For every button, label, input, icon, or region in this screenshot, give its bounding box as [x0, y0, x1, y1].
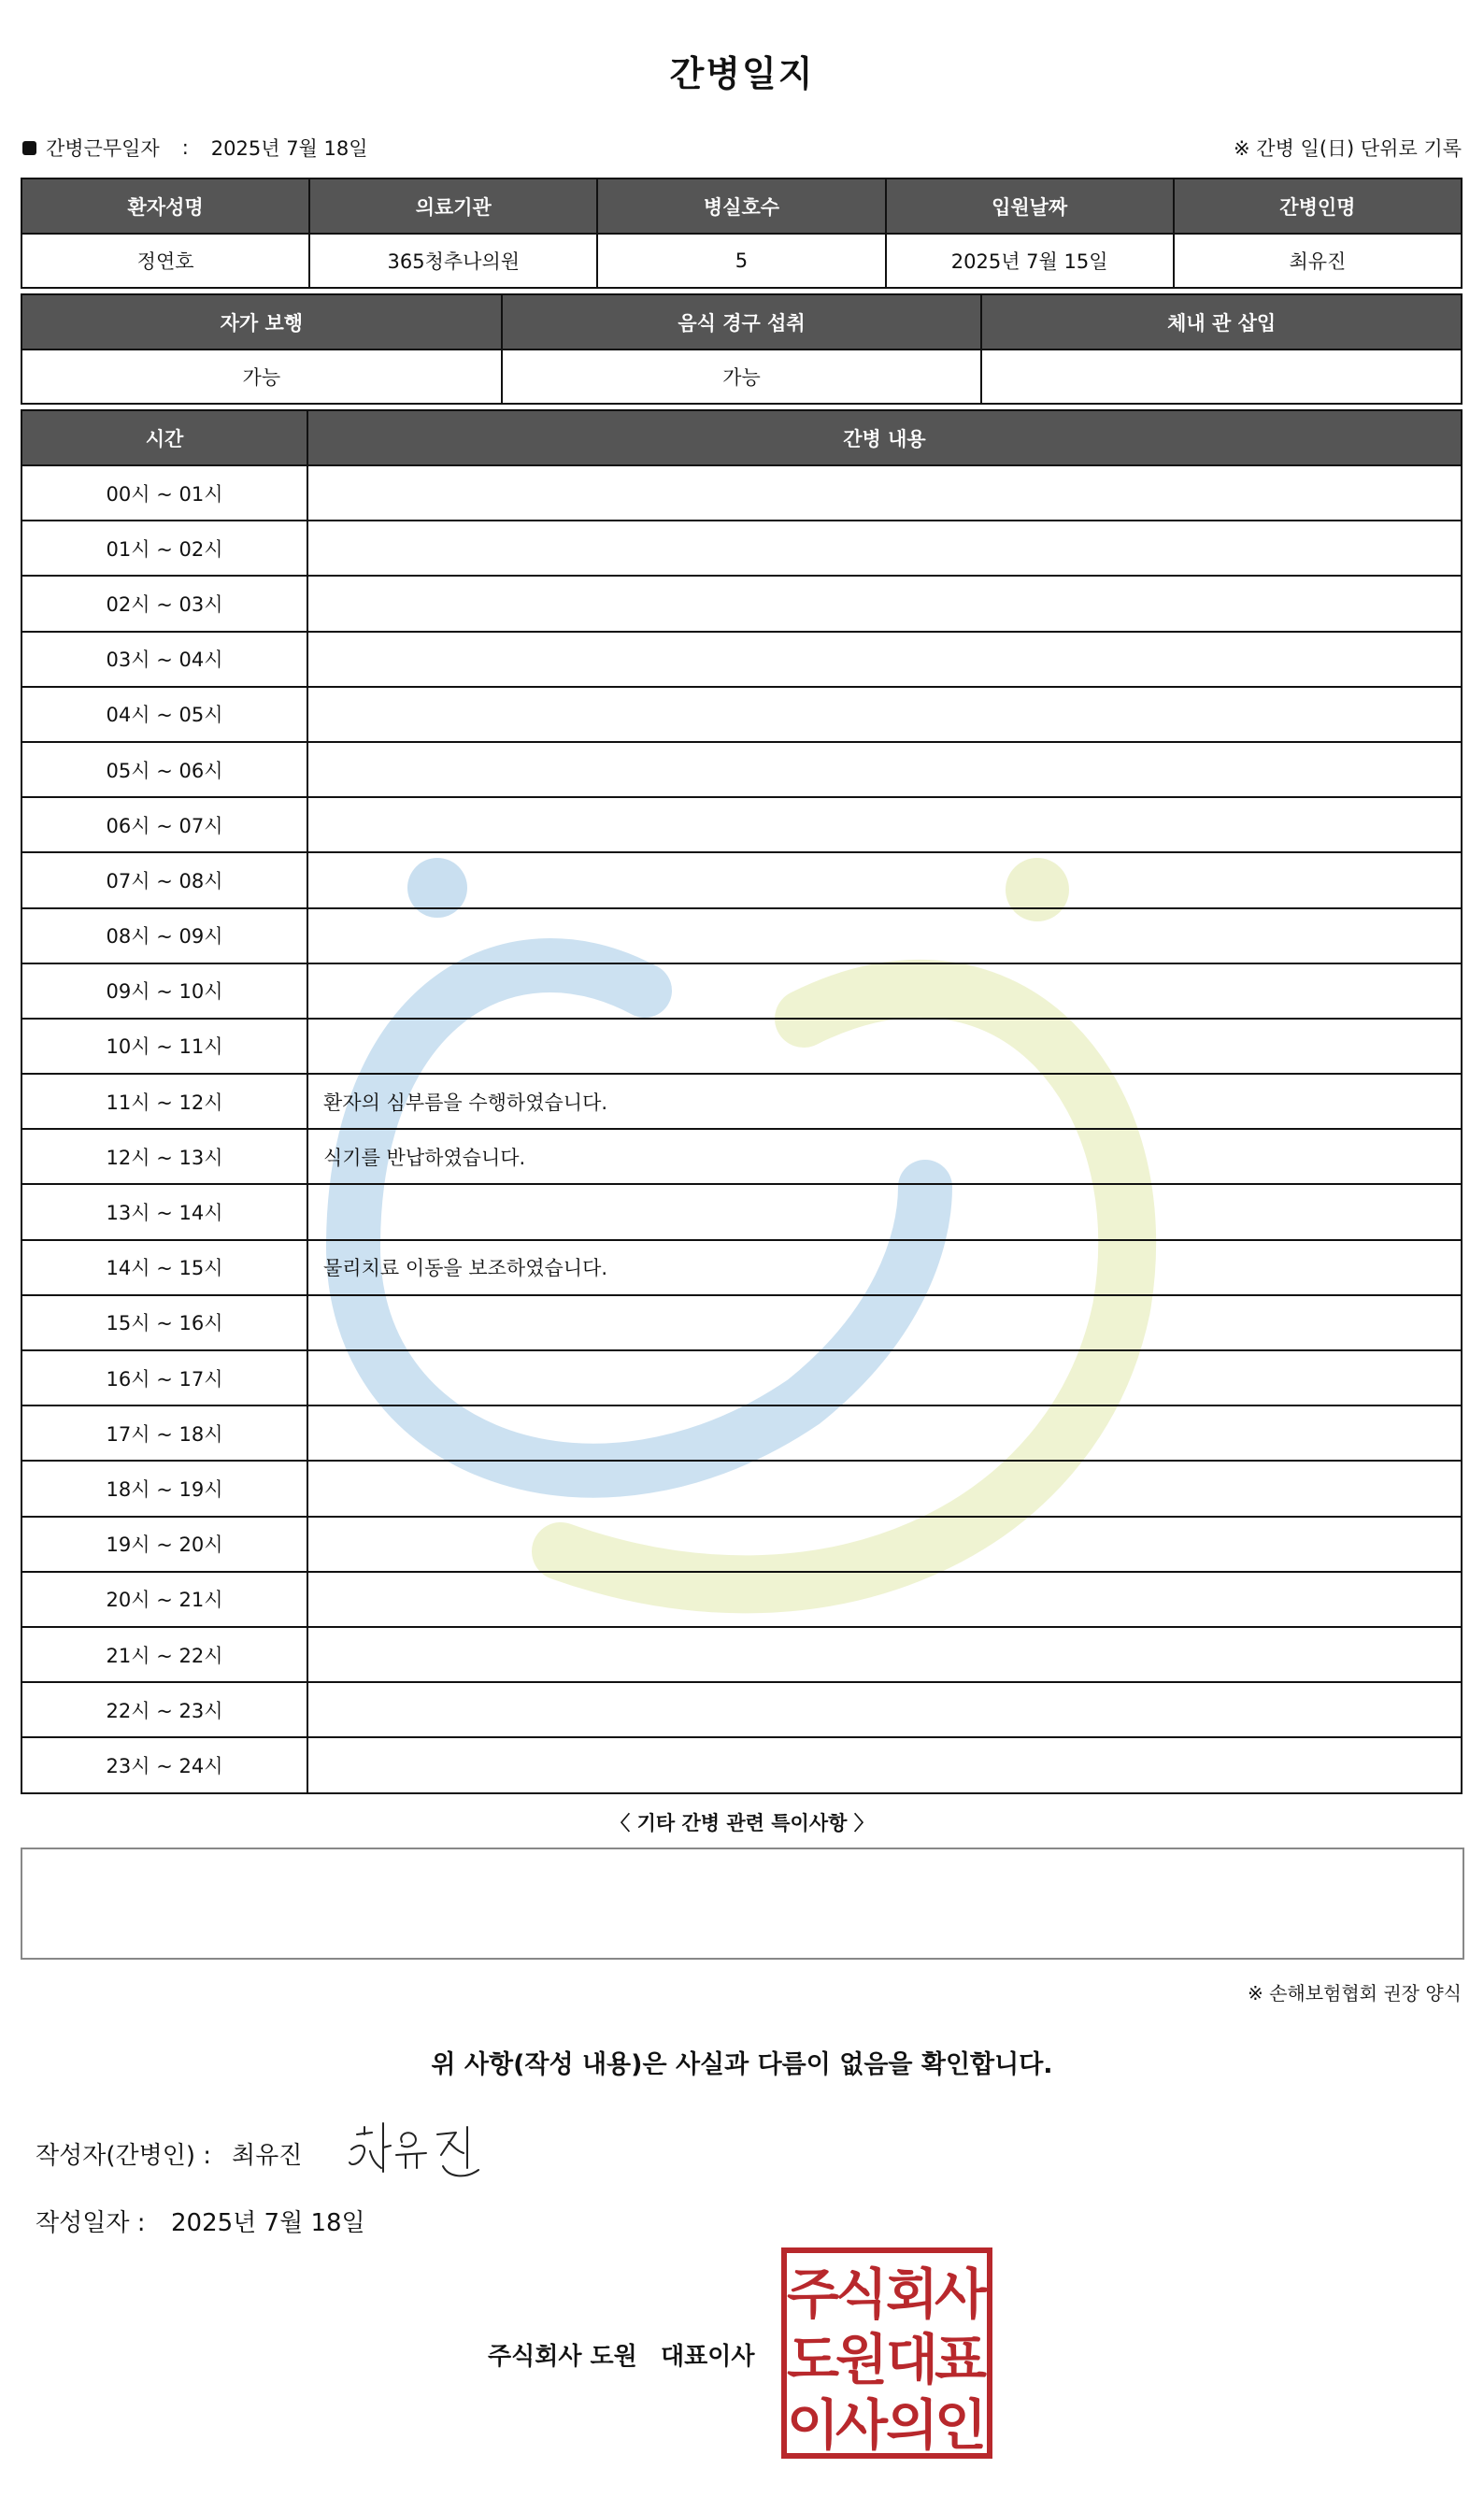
patient-info-table: [21, 178, 1463, 289]
time-cell: 17시 ~ 18시: [21, 1405, 307, 1461]
confirmation-statement: 위 사항(작성 내용)은 사실과 다름이 없음을 확인합니다.: [431, 2050, 1053, 2079]
tube-insertion-value: [981, 350, 1462, 404]
time-cell: 09시 ~ 10시: [21, 963, 307, 1019]
header-tube-insertion: 체내 관 삽입: [981, 294, 1462, 350]
header-time: 시간: [21, 410, 307, 465]
seal-char: 의: [885, 2393, 939, 2457]
time-cell: 03시 ~ 04시: [21, 632, 307, 687]
care-content-cell: [307, 963, 1462, 1019]
table-row: [21, 1461, 1462, 1516]
table-row: [21, 521, 1462, 576]
care-content-cell: [307, 632, 1462, 687]
care-content-cell: [307, 576, 1462, 631]
care-content-cell: [307, 1682, 1462, 1737]
time-cell: 01시 ~ 02시: [21, 521, 307, 576]
table-row: [21, 687, 1462, 742]
table-row: [21, 1572, 1462, 1627]
table-row: [21, 465, 1462, 521]
time-cell: 10시 ~ 11시: [21, 1019, 307, 1074]
time-cell: 11시 ~ 12시: [21, 1074, 307, 1129]
seal-char: 도: [786, 2328, 840, 2391]
seal-char: 이: [786, 2393, 840, 2457]
writer-name: 최유진: [232, 2142, 303, 2170]
work-date-row: [22, 134, 368, 162]
care-content-cell: [307, 1461, 1462, 1516]
patient-name: 정연호: [21, 234, 309, 288]
table-row: [21, 797, 1462, 852]
table-row: [21, 1240, 1462, 1295]
time-cell: 13시 ~ 14시: [21, 1184, 307, 1239]
caregiver-name: 최유진: [1174, 234, 1462, 288]
care-content-cell: [307, 1295, 1462, 1350]
care-content-cell: [307, 1350, 1462, 1405]
work-date-value: 2025년 7월 18일: [210, 137, 368, 160]
time-cell: 18시 ~ 19시: [21, 1461, 307, 1516]
care-content-cell: 환자의 심부름을 수행하였습니다.: [307, 1074, 1462, 1129]
form-note: ※ 손해보험협회 권장 양식: [1247, 1982, 1462, 2005]
table-row: [21, 852, 1462, 907]
admission-date: 2025년 7월 15일: [886, 234, 1174, 288]
table-row: [21, 1405, 1462, 1461]
seal-char: 인: [934, 2393, 988, 2457]
time-cell: 14시 ~ 15시: [21, 1240, 307, 1295]
company-seal-stamp: [781, 2247, 992, 2459]
care-content-cell: 물리치료 이동을 보조하였습니다.: [307, 1240, 1462, 1295]
header-hospital: 의료기관: [309, 178, 597, 234]
table-row: [21, 1074, 1462, 1129]
header-patient-name: 환자성명: [21, 178, 309, 234]
company-name: 주식회사 도원: [488, 2343, 637, 2371]
table-row: [21, 908, 1462, 963]
remarks-box: [21, 1848, 1464, 1960]
bullet-square-icon: [22, 141, 36, 155]
seal-char: 회: [885, 2262, 939, 2326]
table-row: [21, 1627, 1462, 1682]
care-content-cell: [307, 1184, 1462, 1239]
page-title: 간병일지: [669, 53, 815, 94]
table-row: [21, 1350, 1462, 1405]
time-cell: 07시 ~ 08시: [21, 852, 307, 907]
seal-char: 사: [934, 2262, 988, 2326]
patient-status-table: [21, 293, 1463, 405]
table-row: [21, 1682, 1462, 1737]
care-content-cell: [307, 1572, 1462, 1627]
time-cell: 19시 ~ 20시: [21, 1517, 307, 1572]
ceo-title: 대표이사: [661, 2343, 755, 2371]
table-row: [21, 1295, 1462, 1350]
table-row: [21, 1184, 1462, 1239]
care-content-cell: [307, 1405, 1462, 1461]
seal-char: 원: [835, 2328, 889, 2391]
self-walking-value: 가능: [21, 350, 502, 404]
time-cell: 23시 ~ 24시: [21, 1737, 307, 1792]
record-note: ※ 간병 일(日) 단위로 기록: [1234, 137, 1462, 160]
time-cell: 12시 ~ 13시: [21, 1129, 307, 1184]
seal-char: 사: [835, 2393, 889, 2457]
table-row: [21, 1517, 1462, 1572]
time-cell: 04시 ~ 05시: [21, 687, 307, 742]
header-oral-intake: 음식 경구 섭취: [502, 294, 982, 350]
table-row: [21, 742, 1462, 797]
seal-char: 표: [934, 2328, 988, 2391]
header-caregiver: 간병인명: [1174, 178, 1462, 234]
table-row: [21, 1129, 1462, 1184]
table-row: [21, 1019, 1462, 1074]
colon-separator: :: [181, 136, 189, 159]
care-content-cell: [307, 908, 1462, 963]
write-date-value: 2025년 7월 18일: [171, 2209, 365, 2237]
care-content-cell: [307, 1737, 1462, 1792]
writer-row: [36, 2136, 302, 2171]
time-cell: 22시 ~ 23시: [21, 1682, 307, 1737]
care-content-cell: [307, 1019, 1462, 1074]
time-cell: 08시 ~ 09시: [21, 908, 307, 963]
time-cell: 06시 ~ 07시: [21, 797, 307, 852]
table-row: [21, 632, 1462, 687]
write-date-label: 작성일자 :: [36, 2209, 146, 2237]
table-row: [21, 1737, 1462, 1792]
table-row: [21, 576, 1462, 631]
handwritten-signature: [344, 2114, 493, 2189]
time-cell: 15시 ~ 16시: [21, 1295, 307, 1350]
oral-intake-value: 가능: [502, 350, 982, 404]
care-content-cell: [307, 797, 1462, 852]
header-care-content: 간병 내용: [307, 410, 1462, 465]
care-content-cell: [307, 465, 1462, 521]
seal-char: 대: [885, 2328, 939, 2391]
time-cell: 21시 ~ 22시: [21, 1627, 307, 1682]
care-content-cell: [307, 1627, 1462, 1682]
care-content-cell: [307, 742, 1462, 797]
table-row: [21, 963, 1462, 1019]
room-number: 5: [597, 234, 885, 288]
work-date-label: 간병근무일자: [46, 137, 160, 160]
time-cell: 16시 ~ 17시: [21, 1350, 307, 1405]
seal-char: 식: [835, 2262, 889, 2326]
write-date-row: [36, 2204, 365, 2238]
time-cell: 02시 ~ 03시: [21, 576, 307, 631]
remarks-title: 〈 기타 간병 관련 특이사항 〉: [610, 1812, 874, 1834]
care-content-cell: [307, 687, 1462, 742]
header-admission-date: 입원날짜: [886, 178, 1174, 234]
time-cell: 00시 ~ 01시: [21, 465, 307, 521]
header-room: 병실호수: [597, 178, 885, 234]
time-cell: 05시 ~ 06시: [21, 742, 307, 797]
seal-char: 주: [786, 2262, 840, 2326]
time-cell: 20시 ~ 21시: [21, 1572, 307, 1627]
care-content-cell: 식기를 반납하였습니다.: [307, 1129, 1462, 1184]
care-content-cell: [307, 852, 1462, 907]
care-content-cell: [307, 521, 1462, 576]
care-content-cell: [307, 1517, 1462, 1572]
hospital-name: 365청추나의원: [309, 234, 597, 288]
hourly-care-log-table: [21, 409, 1463, 1794]
writer-label: 작성자(간병인) :: [36, 2142, 212, 2170]
header-self-walking: 자가 보행: [21, 294, 502, 350]
